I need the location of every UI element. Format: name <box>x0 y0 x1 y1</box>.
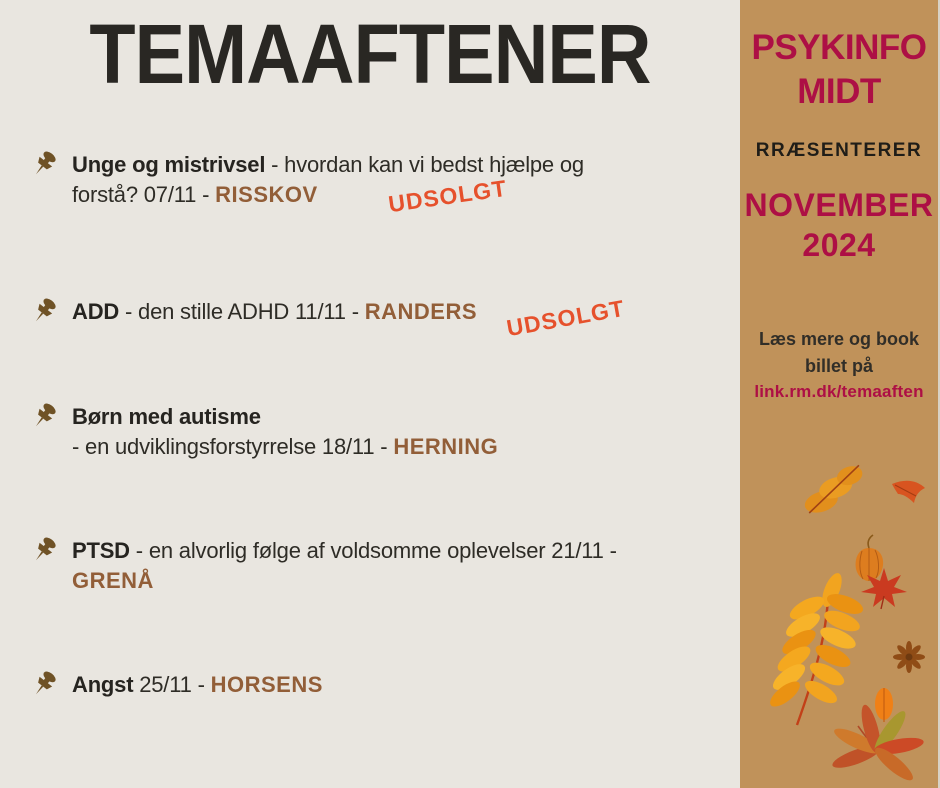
pushpin-icon <box>22 142 67 187</box>
physalis-pod-icon <box>856 535 884 581</box>
event-desc: - den stille ADHD 11/11 - <box>119 299 365 324</box>
pushpin-icon <box>22 528 67 573</box>
event-desc: - en udviklingsforstyrrelse 18/11 - <box>72 434 394 459</box>
event-item-add <box>28 294 730 342</box>
event-title: PTSD <box>72 538 130 563</box>
event-item-ptsd <box>28 536 730 596</box>
event-title: Angst <box>72 672 134 697</box>
sidebar-panel <box>740 0 940 788</box>
event-item-boern-med-autisme <box>28 402 730 462</box>
org-name <box>740 26 938 115</box>
event-desc: - hvordan kan vi bedst hjælpe og forstå? 07/11 - <box>72 152 584 207</box>
event-city: HORSENS <box>210 672 323 697</box>
event-item-angst <box>28 670 730 700</box>
pushpin-icon <box>22 289 67 334</box>
event-title: Unge og mistrivsel <box>72 152 266 177</box>
org-name-line1: PSYKINFO <box>751 28 927 67</box>
small-red-leaf-icon <box>892 481 925 503</box>
event-city: RISSKOV <box>215 182 318 207</box>
event-desc: 25/11 - <box>133 672 211 697</box>
event-title: ADD <box>72 299 120 324</box>
event-city: RANDERS <box>364 299 478 324</box>
presents-label: RRÆSENTERER <box>755 139 923 161</box>
sold-out-stamp: UDSOLGT <box>504 294 627 342</box>
cta-line1: Læs mere og book <box>758 328 920 349</box>
event-title: Børn med autisme <box>72 404 261 429</box>
event-text <box>72 536 650 596</box>
oak-leaf-icon <box>797 463 870 516</box>
cta-text <box>740 326 938 380</box>
event-city: GRENÅ <box>72 568 154 593</box>
event-text <box>72 670 650 700</box>
event-item-unge-og-mistrivsel <box>28 150 730 218</box>
creeper-leaf-icon <box>830 703 925 785</box>
rowan-leaf-icon <box>766 571 865 725</box>
event-desc: - en alvorlig følge af voldsomme oplevelser 21/11 - <box>129 538 617 563</box>
small-orange-leaf-icon <box>875 688 893 722</box>
event-text <box>72 150 650 210</box>
event-city: HERNING <box>393 434 499 459</box>
pushpin-icon <box>22 662 67 707</box>
star-anise-icon <box>893 641 925 673</box>
month-label <box>740 185 938 266</box>
cta-line2: billet på <box>804 355 873 376</box>
event-text <box>72 402 650 462</box>
booking-link: link.rm.dk/temaaften <box>754 381 924 401</box>
sold-out-stamp: UDSOLGT <box>386 174 509 218</box>
pushpin-icon <box>22 394 67 439</box>
month-line1: NOVEMBER <box>744 186 934 223</box>
month-line2: 2024 <box>802 227 876 264</box>
autumn-leaves-image <box>740 430 940 788</box>
page-title: TEMAAFTENER <box>89 7 651 101</box>
org-name-line2: MIDT <box>797 72 881 112</box>
